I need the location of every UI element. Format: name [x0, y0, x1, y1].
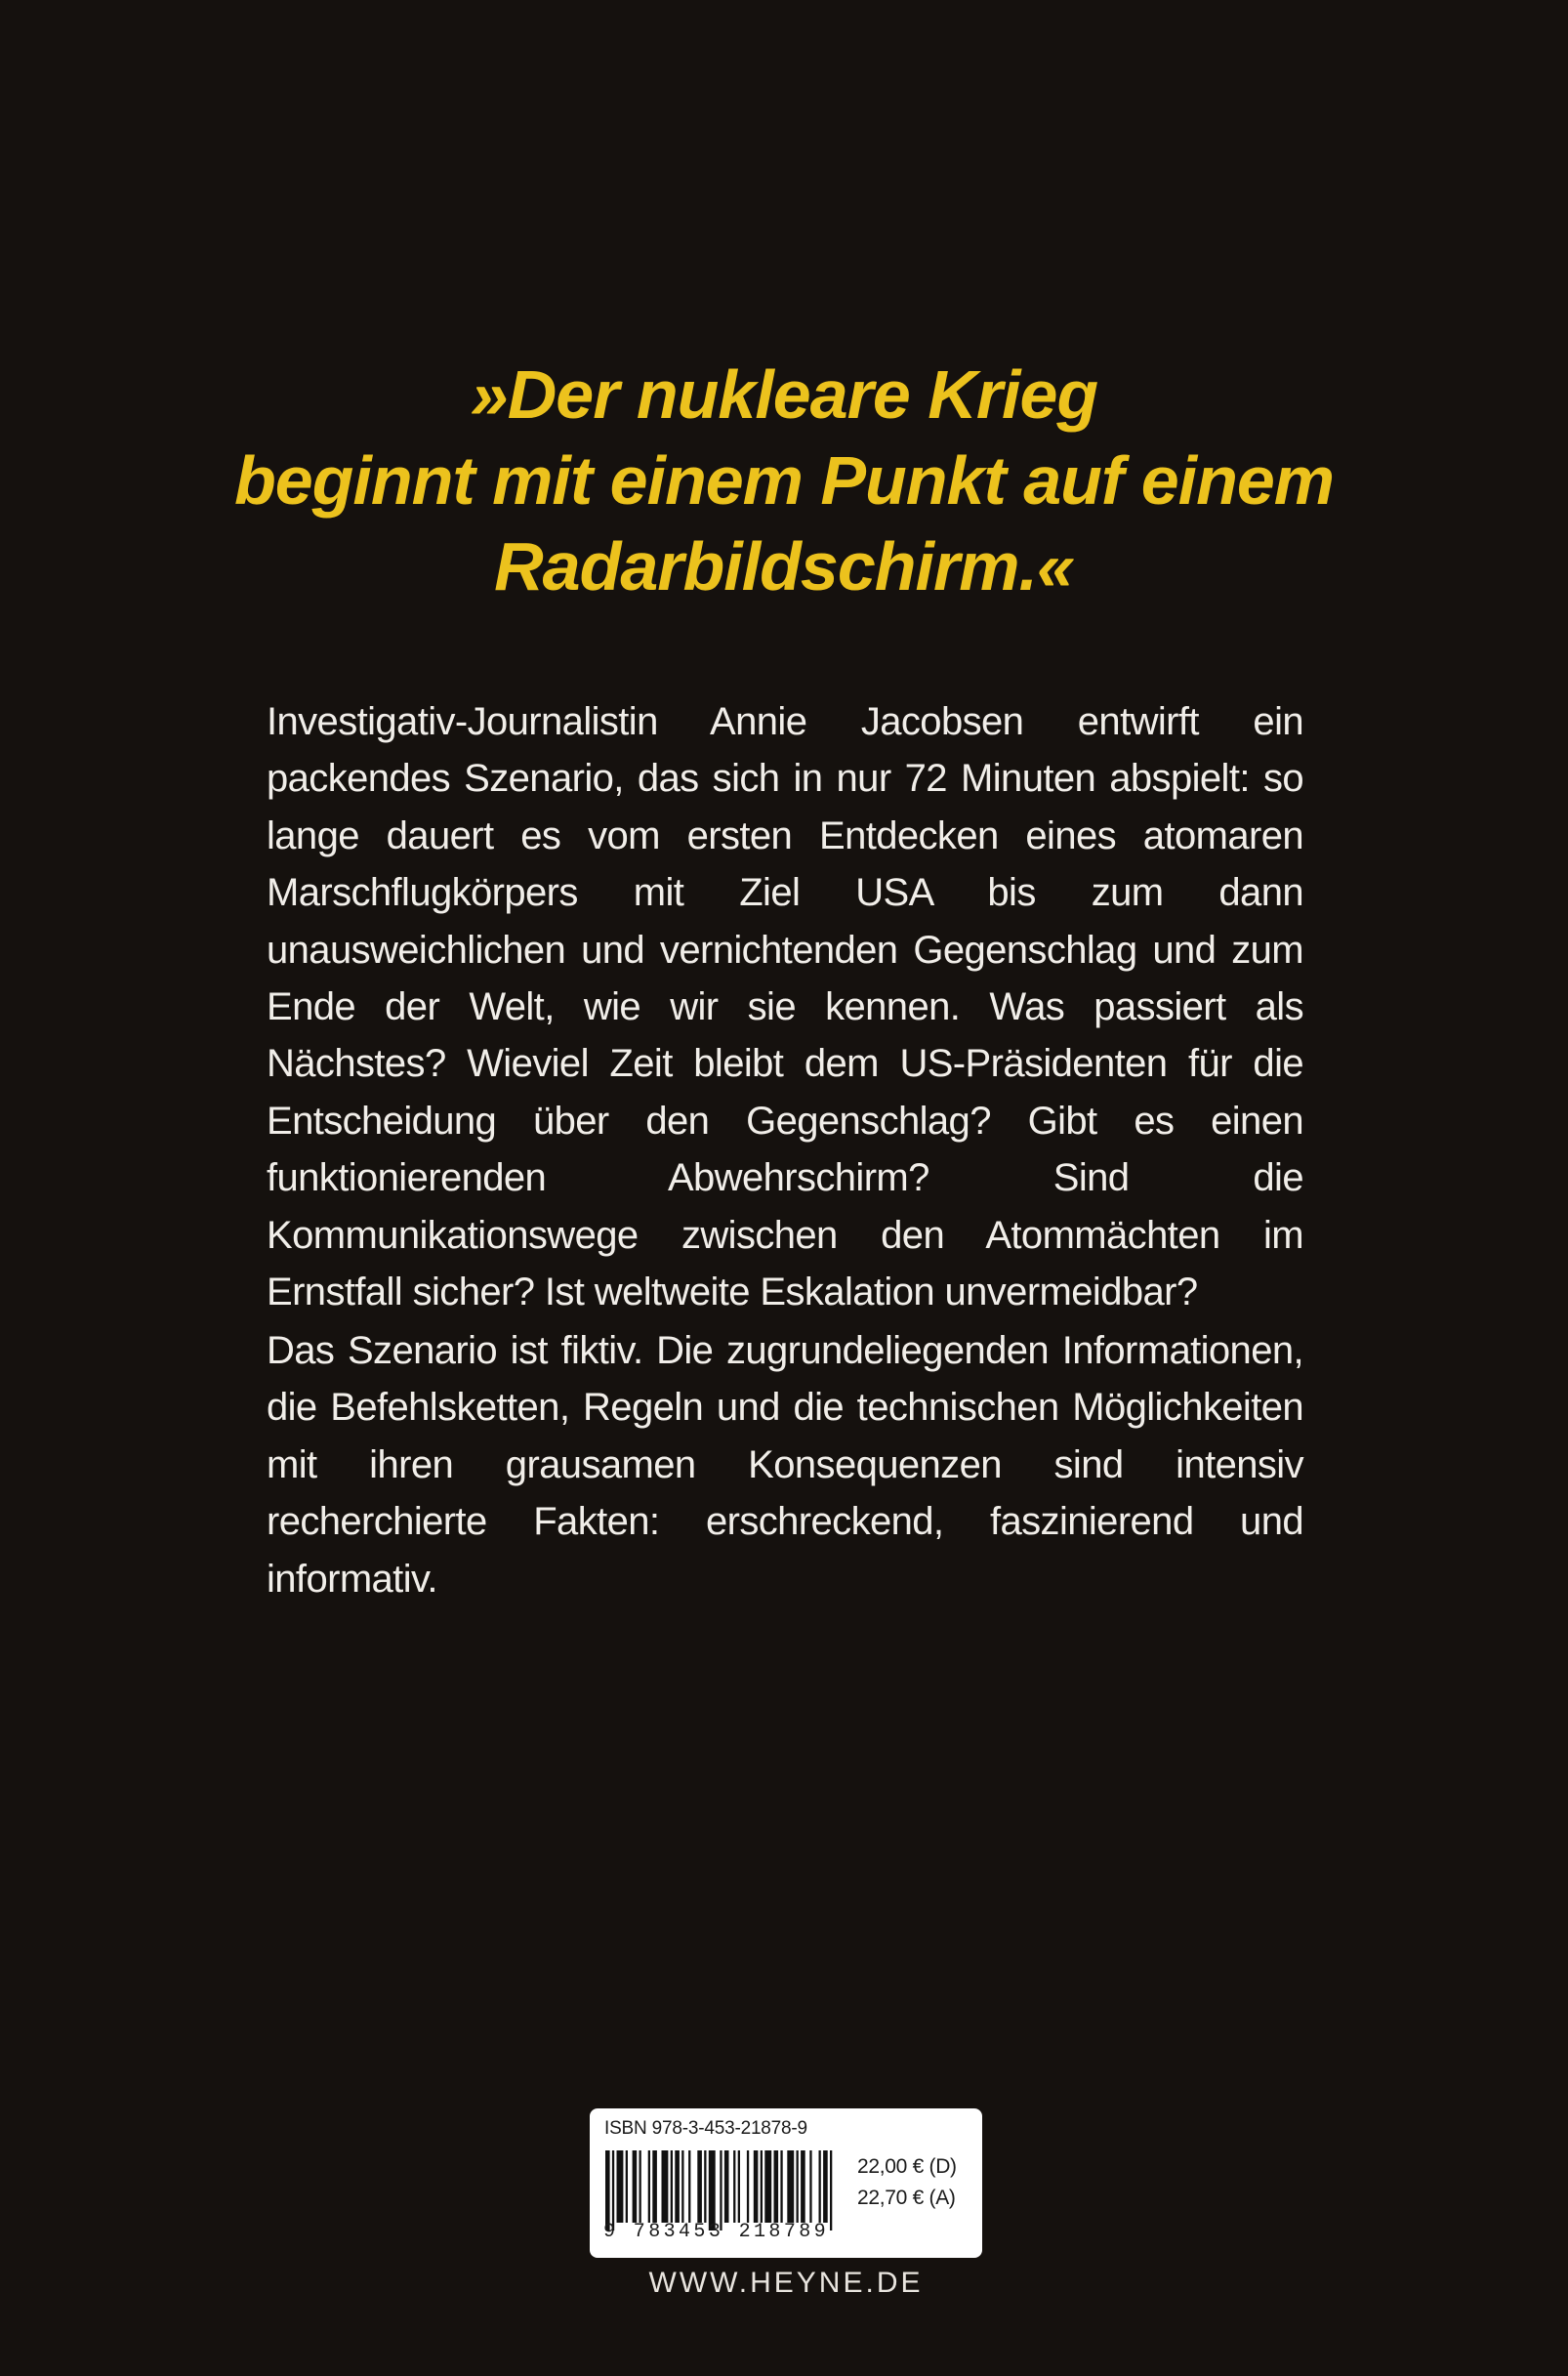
quote-line-3: Radarbildschirm.« [494, 528, 1074, 604]
pull-quote [176, 352, 1392, 609]
price-austria: 22,70 € (A) [857, 2187, 956, 2209]
barcode-image [605, 2150, 849, 2230]
blurb-paragraph-2: Das Szenario ist fiktiv. Die zugrundeliegenden Informationen, die Befehlsketten, Regeln und die technischen Möglichkeiten mit ihren grausamen Konsequenzen sind intensiv recherchierte Fakten: erschreckend, faszinierend und informativ. [267, 1329, 1303, 1601]
quote-line-1: »Der nukleare Krieg [470, 356, 1098, 433]
isbn-number: ISBN 978-3-453-21878-9 [604, 2118, 807, 2139]
publisher-website: WWW.HEYNE.DE [648, 2267, 924, 2299]
barcode-digits: 9 783453 218789 [603, 2221, 830, 2243]
price-germany: 22,00 € (D) [857, 2155, 957, 2178]
quote-line-2: beginnt mit einem Punkt auf einem [233, 442, 1335, 519]
blurb-paragraph-1: Investigativ-Journalistin Annie Jacobsen entwirft ein packendes Szenario, das sich in nur 72 Minuten abspielt: so lange dauert es vom ersten Entdecken eines atomaren Marschflugkörpers mit Ziel USA bis zum dann unausweichlichen und vernichtenden Gegenschlag und zum Ende der Welt, wie wir sie kennen. Was passiert als Nächstes? Wieviel Zeit bleibt dem US-Präsidenten für die Entscheidung über den Gegenschlag? Gibt es einen funktionierenden Abwehrschirm? Sind die Kommunikationswege zwischen den Atommächten im Ernstfall sicher? Ist weltweite Eskalation unvermeidbar? [267, 700, 1303, 1314]
barcode-label [590, 2108, 982, 2258]
